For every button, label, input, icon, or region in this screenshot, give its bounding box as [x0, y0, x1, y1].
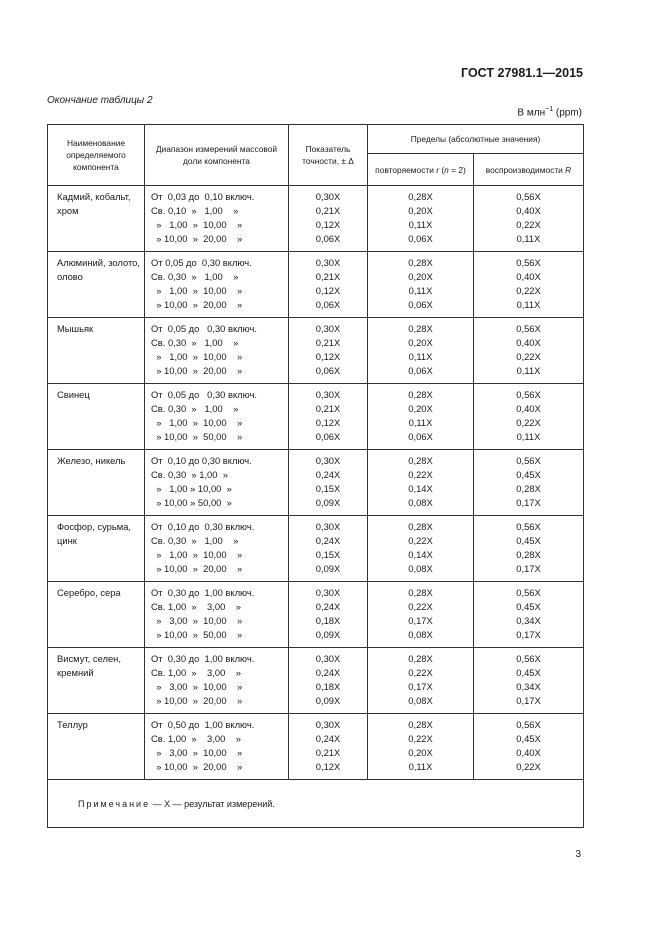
component-name-text: Кадмий, кобальт, хром	[57, 191, 131, 216]
range-cell-line: » 10,00 » 20,00 »	[151, 761, 243, 772]
range-cell	[145, 384, 289, 450]
table-note	[48, 780, 584, 828]
reproducibility-cell-line: 0,34X	[516, 615, 541, 626]
range-cell-line: » 10,00 » 20,00 »	[151, 299, 243, 310]
reproducibility-cell-line: 0,40X	[516, 271, 541, 282]
page-number: 3	[575, 849, 581, 860]
reproducibility-cell-line: 0,56X	[516, 719, 541, 730]
reproducibility-cell-line: 0,17X	[516, 629, 541, 640]
reproducibility-cell	[474, 714, 584, 780]
component-name	[48, 384, 145, 450]
repeatability-cell-line: 0,06X	[408, 431, 433, 442]
repeatability-cell-line: 0,28X	[408, 323, 433, 334]
table-caption: Окончание таблицы 2	[47, 95, 153, 106]
range-cell-line: » 10,00 » 50,00 »	[151, 629, 243, 640]
accuracy-cell-line: 0,21X	[315, 403, 341, 414]
reproducibility-cell	[474, 318, 584, 384]
accuracy-cell-line: 0,18X	[315, 615, 341, 626]
table-body	[48, 186, 584, 780]
repeatability-cell-line: 0,11X	[408, 219, 433, 230]
range-cell	[145, 648, 289, 714]
repeatability-cell-line: 0,06X	[408, 365, 433, 376]
table-row	[48, 648, 584, 714]
header-range: Диапазон измерений массовой доли компонента	[145, 125, 289, 186]
repeatability-cell-line: 0,20X	[408, 403, 433, 414]
table-row	[48, 318, 584, 384]
table-row	[48, 252, 584, 318]
accuracy-cell-line: 0,24X	[315, 733, 341, 744]
reproducibility-cell-line: 0,22X	[516, 351, 541, 362]
accuracy-cell	[289, 450, 368, 516]
accuracy-cell-line: 0,24X	[315, 667, 341, 678]
accuracy-cell-line: 0,06X	[315, 365, 341, 376]
accuracy-cell-line: 0,24X	[315, 601, 341, 612]
repeatability-cell-line: 0,11X	[408, 761, 433, 772]
repeatability-cell-line: 0,28X	[408, 257, 433, 268]
repeatability-cell	[368, 186, 474, 252]
repeatability-cell-line: 0,22X	[408, 601, 433, 612]
accuracy-cell-line: 0,30X	[315, 653, 341, 664]
range-cell	[145, 516, 289, 582]
repeatability-cell-line: 0,08X	[408, 497, 433, 508]
component-name-text: Мышьяк	[57, 323, 94, 334]
units-label	[517, 106, 582, 118]
component-name-text: Железо, никель	[57, 455, 126, 466]
component-name-text: Алюминий, золото, олово	[57, 257, 140, 282]
range-cell	[145, 450, 289, 516]
range-cell-line: » 10,00 » 20,00 »	[151, 365, 243, 376]
repeatability-cell	[368, 714, 474, 780]
range-cell-line: » 3,00 » 10,00 »	[151, 615, 243, 626]
accuracy-cell-line: 0,24X	[315, 535, 341, 546]
accuracy-cell-line: 0,06X	[315, 299, 341, 310]
accuracy-cell-line: 0,30X	[315, 587, 341, 598]
component-name	[48, 252, 145, 318]
accuracy-cell-line: 0,09X	[315, 563, 341, 574]
reproducibility-cell-line: 0,40X	[516, 337, 541, 348]
reproducibility-cell-line: 0,22X	[516, 219, 541, 230]
repeatability-cell	[368, 252, 474, 318]
reproducibility-cell-line: 0,45X	[516, 733, 541, 744]
reproducibility-cell	[474, 384, 584, 450]
reproducibility-cell-line: 0,56X	[516, 323, 541, 334]
reproducibility-cell-line: 0,56X	[516, 521, 541, 532]
range-cell-line: » 1,00 » 10,00 »	[151, 351, 243, 362]
range-cell-line: Св. 0,10 » 1,00 »	[151, 205, 239, 216]
repeatability-cell-line: 0,22X	[408, 733, 433, 744]
accuracy-cell-line: 0,30X	[315, 389, 341, 400]
reproducibility-cell-line: 0,28X	[516, 483, 541, 494]
reproducibility-cell-line: 0,40X	[516, 205, 541, 216]
range-cell-line: » 3,00 » 10,00 »	[151, 747, 243, 758]
accuracy-cell-line: 0,21X	[315, 271, 341, 282]
reproducibility-cell	[474, 252, 584, 318]
range-cell-line: От 0,05 до 0,30 включ.	[151, 389, 257, 400]
component-name	[48, 648, 145, 714]
repeatability-cell-line: 0,28X	[408, 521, 433, 532]
range-cell-line: От 0,50 до 1,00 включ.	[151, 719, 255, 730]
repeatability-cell-line: 0,08X	[408, 563, 433, 574]
accuracy-cell-line: 0,09X	[315, 695, 341, 706]
repeatability-cell-line: 0,20X	[408, 271, 433, 282]
reproducibility-cell-line: 0,45X	[516, 535, 541, 546]
reproducibility-cell-line: 0,22X	[516, 417, 541, 428]
reproducibility-cell-line: 0,17X	[516, 497, 541, 508]
repeatability-cell-line: 0,17X	[408, 615, 433, 626]
accuracy-cell	[289, 384, 368, 450]
reproducibility-cell-line: 0,22X	[516, 761, 541, 772]
reproducibility-cell-line: 0,45X	[516, 601, 541, 612]
accuracy-cell-line: 0,30X	[315, 257, 341, 268]
reproducibility-cell-line: 0,56X	[516, 653, 541, 664]
accuracy-cell-line: 0,30X	[315, 719, 341, 730]
repeatability-cell-line: 0,22X	[408, 667, 433, 678]
reproducibility-cell-line: 0,56X	[516, 389, 541, 400]
range-cell-line: Св. 0,30 » 1,00 »	[151, 535, 239, 546]
accuracy-cell	[289, 318, 368, 384]
reproducibility-cell	[474, 582, 584, 648]
accuracy-cell-line: 0,21X	[315, 205, 341, 216]
header-reproducibility: воспроизводимости R	[474, 154, 584, 186]
reproducibility-cell-line: 0,34X	[516, 681, 541, 692]
range-cell-line: » 10,00 » 20,00 »	[151, 563, 243, 574]
accuracy-cell-line: 0,06X	[315, 431, 341, 442]
header-name: Наименование определяемого компонента	[48, 125, 145, 186]
repeatability-cell	[368, 648, 474, 714]
range-cell-line: От 0,05 до 0,30 включ.	[151, 323, 257, 334]
repeatability-cell-line: 0,08X	[408, 629, 433, 640]
accuracy-cell-line: 0,18X	[315, 681, 341, 692]
units-suffix: (ppm)	[553, 107, 582, 119]
repeatability-cell-line: 0,28X	[408, 389, 433, 400]
range-cell-line: Св. 0,30 » 1,00 »	[151, 271, 239, 282]
repeatability-cell-line: 0,20X	[408, 337, 433, 348]
range-cell-line: » 1,00 » 10,00 »	[151, 483, 232, 494]
reproducibility-cell-line: 0,11X	[516, 299, 541, 310]
repeatability-cell-line: 0,28X	[408, 455, 433, 466]
accuracy-cell-line: 0,21X	[315, 747, 341, 758]
accuracy-cell	[289, 648, 368, 714]
range-cell-line: От 0,30 до 1,00 включ.	[151, 587, 255, 598]
range-cell-line: » 10,00 » 20,00 »	[151, 695, 243, 706]
range-cell-line: Св. 0,30 » 1,00 »	[151, 469, 228, 480]
range-cell-line: От 0,10 до 0,30 включ.	[151, 521, 255, 532]
reproducibility-cell-line: 0,56X	[516, 257, 541, 268]
reproducibility-cell-line: 0,17X	[516, 563, 541, 574]
header-accuracy: Показатель точности, ± Δ	[289, 125, 368, 186]
repeatability-cell-line: 0,06X	[408, 299, 433, 310]
range-cell-line: » 1,00 » 10,00 »	[151, 417, 243, 428]
repeatability-cell	[368, 384, 474, 450]
table-row	[48, 516, 584, 582]
repeatability-cell-line: 0,20X	[408, 747, 433, 758]
accuracy-cell-line: 0,30X	[315, 191, 341, 202]
repeatability-cell-line: 0,22X	[408, 469, 433, 480]
repeatability-cell-line: 0,06X	[408, 233, 433, 244]
range-cell	[145, 582, 289, 648]
range-cell-line: От 0,05 до 0,30 включ.	[151, 257, 252, 268]
component-name-text: Свинец	[57, 389, 90, 400]
repeatability-cell-line: 0,28X	[408, 653, 433, 664]
component-name-text: Теллур	[57, 719, 88, 730]
repeatability-cell	[368, 450, 474, 516]
reproducibility-cell-line: 0,45X	[516, 667, 541, 678]
range-cell-line: » 10,00 » 50,00 »	[151, 497, 232, 508]
reproducibility-cell-line: 0,11X	[516, 365, 541, 376]
repeatability-cell-line: 0,14X	[408, 549, 433, 560]
range-cell-line: » 10,00 » 50,00 »	[151, 431, 243, 442]
document-code: ГОСТ 27981.1—2015	[461, 66, 583, 80]
accuracy-cell	[289, 516, 368, 582]
component-name	[48, 714, 145, 780]
range-cell-line: От 0,03 до 0,10 включ.	[151, 191, 255, 202]
reproducibility-cell	[474, 516, 584, 582]
table-row	[48, 450, 584, 516]
accuracy-cell-line: 0,12X	[315, 417, 341, 428]
reproducibility-cell-line: 0,56X	[516, 455, 541, 466]
header-limits: Пределы (абсолютные значения)	[368, 125, 584, 154]
accuracy-cell-line: 0,09X	[315, 629, 341, 640]
note-label: Примечание	[78, 798, 151, 809]
component-name	[48, 516, 145, 582]
reproducibility-cell-line: 0,11X	[516, 233, 541, 244]
range-cell-line: Св. 1,00 » 3,00 »	[151, 667, 241, 678]
reproducibility-cell-line: 0,28X	[516, 549, 541, 560]
note-text: — X — результат измерений.	[150, 798, 275, 809]
range-cell-line: » 1,00 » 10,00 »	[151, 285, 243, 296]
repeatability-cell	[368, 582, 474, 648]
accuracy-cell-line: 0,12X	[315, 219, 341, 230]
table-row	[48, 582, 584, 648]
range-cell-line: » 1,00 » 10,00 »	[151, 549, 243, 560]
repeatability-cell	[368, 516, 474, 582]
header-repeatability	[368, 154, 474, 186]
table-row	[48, 384, 584, 450]
accuracy-cell-line: 0,06X	[315, 233, 341, 244]
range-cell-line: Св. 1,00 » 3,00 »	[151, 601, 241, 612]
accuracy-cell-line: 0,15X	[315, 549, 341, 560]
component-name-text: Висмут, селен, кремний	[57, 653, 121, 678]
range-cell-line: От 0,30 до 1,00 включ.	[151, 653, 255, 664]
component-name	[48, 450, 145, 516]
component-name	[48, 318, 145, 384]
accuracy-cell	[289, 582, 368, 648]
component-name-text: Серебро, сера	[57, 587, 121, 598]
table-row	[48, 186, 584, 252]
repeatability-cell	[368, 318, 474, 384]
reproducibility-cell-line: 0,40X	[516, 747, 541, 758]
repeatability-cell-line: 0,14X	[408, 483, 433, 494]
repeatability-cell-line: 0,28X	[408, 191, 433, 202]
range-cell	[145, 318, 289, 384]
accuracy-cell-line: 0,09X	[315, 497, 341, 508]
accuracy-cell-line: 0,30X	[315, 323, 341, 334]
range-cell-line: Св. 1,00 » 3,00 »	[151, 733, 241, 744]
range-cell	[145, 252, 289, 318]
units-prefix: В млн	[517, 107, 546, 119]
component-name	[48, 186, 145, 252]
accuracy-cell-line: 0,24X	[315, 469, 341, 480]
accuracy-cell-line: 0,30X	[315, 521, 341, 532]
repeatability-cell-line: 0,17X	[408, 681, 433, 692]
table-row	[48, 714, 584, 780]
reproducibility-cell-line: 0,45X	[516, 469, 541, 480]
range-cell-line: От 0,10 до 0,30 включ.	[151, 455, 252, 466]
reproducibility-cell-line: 0,11X	[516, 431, 541, 442]
repeatability-cell-line: 0,11X	[408, 285, 433, 296]
reproducibility-cell	[474, 186, 584, 252]
component-name	[48, 582, 145, 648]
data-table	[47, 124, 584, 828]
reproducibility-cell	[474, 648, 584, 714]
units-exponent: −1	[545, 106, 554, 113]
accuracy-cell	[289, 252, 368, 318]
reproducibility-cell	[474, 450, 584, 516]
accuracy-cell	[289, 186, 368, 252]
accuracy-cell-line: 0,30X	[315, 455, 341, 466]
header-repeatability-text: повторяемости r (n = 2)	[375, 164, 466, 175]
repeatability-cell-line: 0,08X	[408, 695, 433, 706]
accuracy-cell-line: 0,21X	[315, 337, 341, 348]
range-cell-line: Св. 0,30 » 1,00 »	[151, 337, 239, 348]
range-cell-line: » 1,00 » 10,00 »	[151, 219, 243, 230]
reproducibility-cell-line: 0,56X	[516, 587, 541, 598]
range-cell-line: » 3,00 » 10,00 »	[151, 681, 243, 692]
reproducibility-cell-line: 0,56X	[516, 191, 541, 202]
repeatability-cell-line: 0,28X	[408, 719, 433, 730]
range-cell	[145, 186, 289, 252]
repeatability-cell-line: 0,11X	[408, 417, 433, 428]
accuracy-cell-line: 0,12X	[315, 285, 341, 296]
repeatability-cell-line: 0,20X	[408, 205, 433, 216]
repeatability-cell-line: 0,22X	[408, 535, 433, 546]
accuracy-cell-line: 0,12X	[315, 351, 341, 362]
range-cell	[145, 714, 289, 780]
accuracy-cell	[289, 714, 368, 780]
component-name-text: Фосфор, сурьма, цинк	[57, 521, 132, 546]
reproducibility-cell-line: 0,22X	[516, 285, 541, 296]
range-cell-line: Св. 0,30 » 1,00 »	[151, 403, 239, 414]
accuracy-cell-line: 0,12X	[315, 761, 341, 772]
repeatability-cell-line: 0,11X	[408, 351, 433, 362]
accuracy-cell-line: 0,15X	[315, 483, 341, 494]
reproducibility-cell-line: 0,40X	[516, 403, 541, 414]
range-cell-line: » 10,00 » 20,00 »	[151, 233, 243, 244]
reproducibility-cell-line: 0,17X	[516, 695, 541, 706]
repeatability-cell-line: 0,28X	[408, 587, 433, 598]
